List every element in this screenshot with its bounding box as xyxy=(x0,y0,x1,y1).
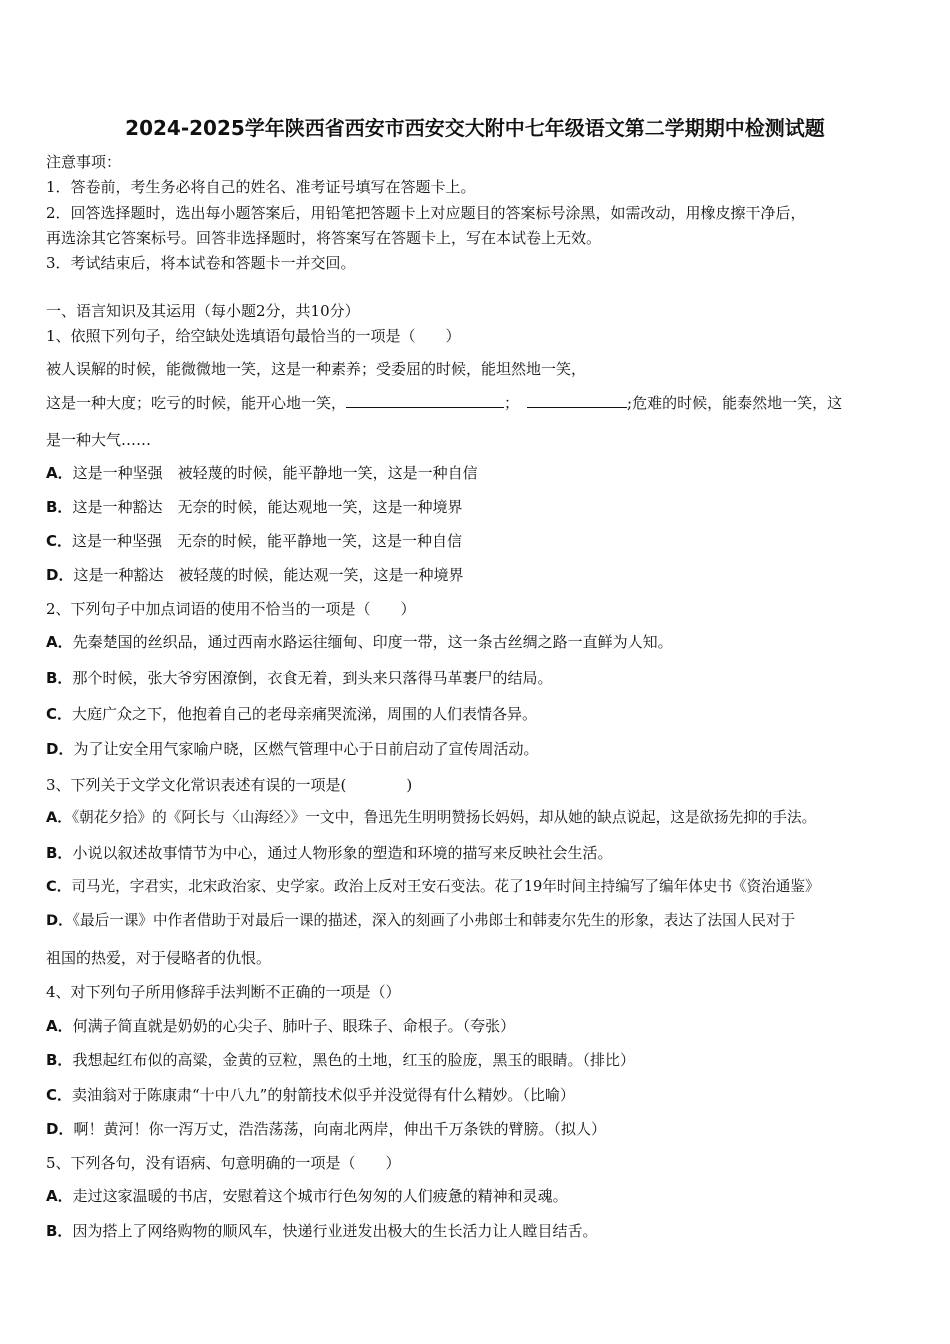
passage-text: ； xyxy=(504,394,520,412)
option-d: D．为了让安全用气家喻户晓，区燃气管理中心于日前启动了宣传周活动。 xyxy=(46,740,539,758)
option-c: C．司马光，字君实，北宋政治家、史学家。政治上反对王安石变法。花了19年时间主持编写了编年体史书《资治通鉴》 xyxy=(46,878,820,895)
answer-blank xyxy=(346,393,504,408)
option-c: C．这是一种坚强 无奈的时候，能平静地一笑，这是一种自信 xyxy=(46,532,463,550)
option-b: B．小说以叙述故事情节为中心，通过人物形象的塑造和环境的描写来反映社会生活。 xyxy=(46,844,613,862)
option-b: B．那个时候，张大爷穷困潦倒，衣食无着，到头来只落得马革裹尸的结局。 xyxy=(46,669,553,687)
question-4-stem: 4、对下列句子所用修辞手法判断不正确的一项是（） xyxy=(46,983,401,1001)
option-d-continued: 祖国的热爱，对于侵略者的仇恨。 xyxy=(46,949,272,967)
option-a: A．走过这家温暖的书店，安慰着这个城市行色匆匆的人们疲惫的精神和灵魂。 xyxy=(46,1187,568,1205)
option-b: B．因为搭上了网络购物的顺风车，快递行业迸发出极大的生长活力让人瞠目结舌。 xyxy=(46,1222,598,1240)
question-2-stem: 2、下列句子中加点词语的使用不恰当的一项是（ ） xyxy=(46,600,416,618)
page-title: 2024-2025学年陕西省西安市西安交大附中七年级语文第二学期期中检测试题 xyxy=(125,116,825,140)
question-1-stem: 1、依照下列句子，给空缺处选填语句最恰当的一项是（ ） xyxy=(46,327,461,345)
option-a: A．《朝花夕拾》的《阿长与〈山海经〉》一文中，鲁迅先生明明赞扬长妈妈，却从她的缺点说起，这是欲扬先抑的手法。 xyxy=(46,809,817,826)
question-1-passage-line: 是一种大气…… xyxy=(46,431,152,449)
option-b: B．我想起红布似的高粱，金黄的豆粒，黑色的土地，红玉的脸庞，黑玉的眼睛。（排比） xyxy=(46,1051,635,1069)
question-3-stem: 3、下列关于文学文化常识表述有误的一项是( ) xyxy=(46,776,413,794)
answer-blank xyxy=(527,393,627,408)
notice-item: 3．考试结束后，将本试卷和答题卡一并交回。 xyxy=(46,254,356,272)
notice-heading: 注意事项： xyxy=(46,153,122,171)
notice-item: 1．答卷前，考生务必将自己的姓名、准考证号填写在答题卡上。 xyxy=(46,178,476,196)
option-d: D．啊！黄河！你一泻万丈，浩浩荡荡，向南北两岸，伸出千万条铁的臂膀。（拟人） xyxy=(46,1120,606,1138)
option-c: C．卖油翁对于陈康肃“十中八九”的射箭技术似乎并没觉得有什么精妙。（比喻） xyxy=(46,1086,575,1104)
option-d: D．《最后一课》中作者借助于对最后一课的描述，深入的刻画了小弗郎士和韩麦尔先生的形象，表达了法国人民对于 xyxy=(46,912,796,929)
passage-text: ;危难的时候，能泰然地一笑，这 xyxy=(627,394,843,412)
option-a: A．何满子简直就是奶奶的心尖子、肺叶子、眼珠子、命根子。（夸张） xyxy=(46,1017,516,1035)
section-heading: 一、语言知识及其运用（每小题2分，共10分） xyxy=(46,302,360,320)
option-c: C．大庭广众之下，他抱着自己的老母亲痛哭流涕，周围的人们表情各异。 xyxy=(46,705,538,723)
option-a: A．这是一种坚强 被轻蔑的时候，能平静地一笑，这是一种自信 xyxy=(46,464,478,482)
option-a: A．先秦楚国的丝织品，通过西南水路运往缅甸、印度一带，这一条古丝绸之路一直鲜为人知。 xyxy=(46,633,673,651)
notice-item: 2．回答选择题时，选出每小题答案后，用铅笔把答题卡上对应题目的答案标号涂黑，如需改动，用橡皮擦干净后， xyxy=(46,204,806,222)
notice-item: 再选涂其它答案标号。回答非选择题时，将答案写在答题卡上，写在本试卷上无效。 xyxy=(46,229,602,247)
question-5-stem: 5、下列各句，没有语病、句意明确的一项是（ ） xyxy=(46,1154,401,1172)
question-1-passage-line xyxy=(46,393,842,413)
option-d: D．这是一种豁达 被轻蔑的时候，能达观一笑，这是一种境界 xyxy=(46,566,464,584)
option-b: B．这是一种豁达 无奈的时候，能达观地一笑，这是一种境界 xyxy=(46,498,463,516)
question-1-passage-line: 被人误解的时候，能微微地一笑，这是一种素养；受委屈的时候，能坦然地一笑， xyxy=(46,360,587,378)
passage-text: 这是一种大度；吃亏的时候，能开心地一笑， xyxy=(46,394,347,412)
